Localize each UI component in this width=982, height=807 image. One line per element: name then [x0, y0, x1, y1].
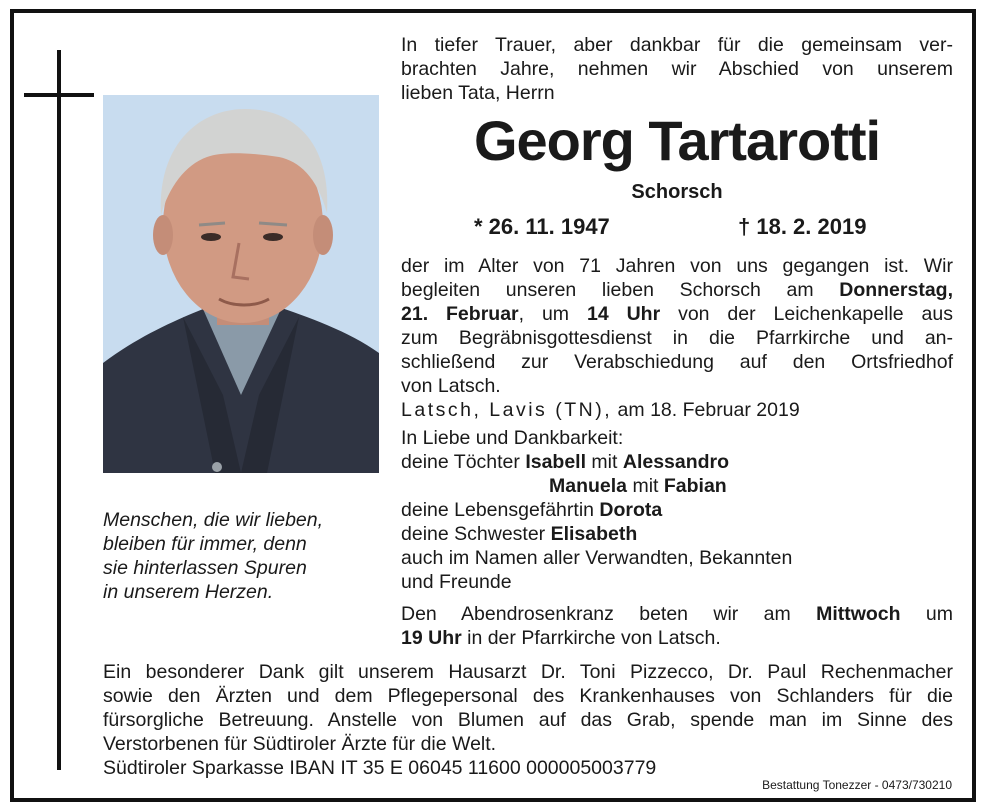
funeral-weekday: Donnerstag, [839, 279, 953, 301]
mourner-line [401, 498, 792, 522]
mourners-list [401, 426, 792, 594]
announcement-paragraph [401, 254, 953, 398]
text-run: in der Pfarrkirche von Latsch. [461, 627, 721, 649]
thanks-line: Verstorbenen für Südtiroler Ärzte für die Welt. [103, 733, 497, 755]
rosary-line [401, 602, 953, 626]
memorial-verse [103, 508, 393, 604]
announcement-line [401, 302, 953, 326]
intro-line: brachten Jahre, nehmen wir Abschied von unserem [401, 58, 953, 80]
text-run: deine Lebensgefährtin [401, 499, 600, 521]
text-run: deine Schwester [401, 523, 551, 545]
text-run: , um [518, 303, 587, 325]
mourner-line: und Freunde [401, 571, 512, 593]
rosary-time: 19 Uhr [401, 627, 462, 649]
announcement-line: der im Alter von 71 Jahren von uns gegangen ist. Wir [401, 255, 953, 277]
funeral-time: 14 Uhr [586, 303, 661, 325]
verse-line: bleiben für immer, denn [103, 533, 307, 555]
mourner-line [401, 474, 792, 498]
text-run: Den Abendrosenkranz beten wir am [401, 603, 817, 625]
text-run: deine Töchter [401, 451, 526, 473]
announcement-line: von Latsch. [401, 375, 501, 397]
mourner-line [401, 450, 792, 474]
mourner-name: Isabell [525, 451, 587, 473]
mourner-name: Dorota [599, 499, 663, 521]
text-run: von der Leichenkapelle aus [660, 303, 953, 325]
deceased-name: Georg Tartarotti [473, 109, 881, 172]
mourner-name: Alessandro [622, 451, 730, 473]
rosary-weekday: Mittwoch [816, 603, 901, 625]
intro-line: lieben Tata, Herrn [401, 82, 555, 104]
cross-icon-bar [24, 93, 94, 97]
thanks-line: sowie den Ärzten und dem Pflegepersonal des Krankenhauses von Schlanders für die [103, 685, 953, 707]
text-run: begleiten unseren lieben Schorsch am [401, 279, 840, 301]
text-run: mit [586, 451, 623, 473]
thanks-paragraph [103, 660, 953, 780]
verse-line: sie hinterlassen Spuren [103, 557, 307, 579]
text-run: mit [627, 475, 664, 497]
funeral-home-credit: Bestattung Tonezzer - 0473/730210 [762, 778, 952, 792]
place-names: Latsch, Lavis (TN), [401, 399, 613, 421]
portrait-photo [103, 95, 379, 473]
announcement-line: zum Begräbnisgottesdienst in die Pfarrkirche und an- [401, 327, 953, 349]
thanks-line: Ein besonderer Dank gilt unserem Hausarzt Dr. Toni Pizzecco, Dr. Paul Rechenmacher [103, 661, 953, 683]
rosary-paragraph [401, 602, 953, 650]
verse-line: in unserem Herzen. [103, 581, 274, 603]
intro-line: In tiefer Trauer, aber dankbar für die gemeinsam ver- [401, 34, 953, 56]
intro-paragraph [401, 33, 953, 105]
mourners-heading: In Liebe und Dankbarkeit: [401, 427, 624, 449]
verse-line: Menschen, die wir lieben, [103, 509, 324, 531]
mourner-line [401, 522, 792, 546]
birth-date: * 26. 11. 1947 [474, 214, 610, 239]
notice-date: am 18. Februar 2019 [612, 399, 800, 421]
mourner-line: auch im Namen aller Verwandten, Bekannten [401, 547, 793, 569]
mourner-name: Elisabeth [550, 523, 638, 545]
rosary-line [401, 626, 953, 650]
place-date [401, 398, 800, 422]
announcement-line: schließend zur Verabschiedung auf den Ortsfriedhof [401, 351, 953, 373]
text-run: um [900, 603, 953, 625]
mourner-name: Fabian [663, 475, 727, 497]
funeral-date: 21. Februar [401, 303, 519, 325]
cross-icon [57, 50, 61, 770]
death-date: † 18. 2. 2019 [738, 214, 867, 239]
announcement-line [401, 278, 953, 302]
deceased-nickname: Schorsch [631, 181, 723, 203]
bank-details: Südtiroler Sparkasse IBAN IT 35 E 06045 11600 000005003779 [103, 757, 657, 779]
mourner-name: Manuela [549, 475, 628, 497]
thanks-line: fürsorgliche Betreuung. Anstelle von Blumen auf das Grab, spende man im Sinne des [103, 709, 953, 731]
